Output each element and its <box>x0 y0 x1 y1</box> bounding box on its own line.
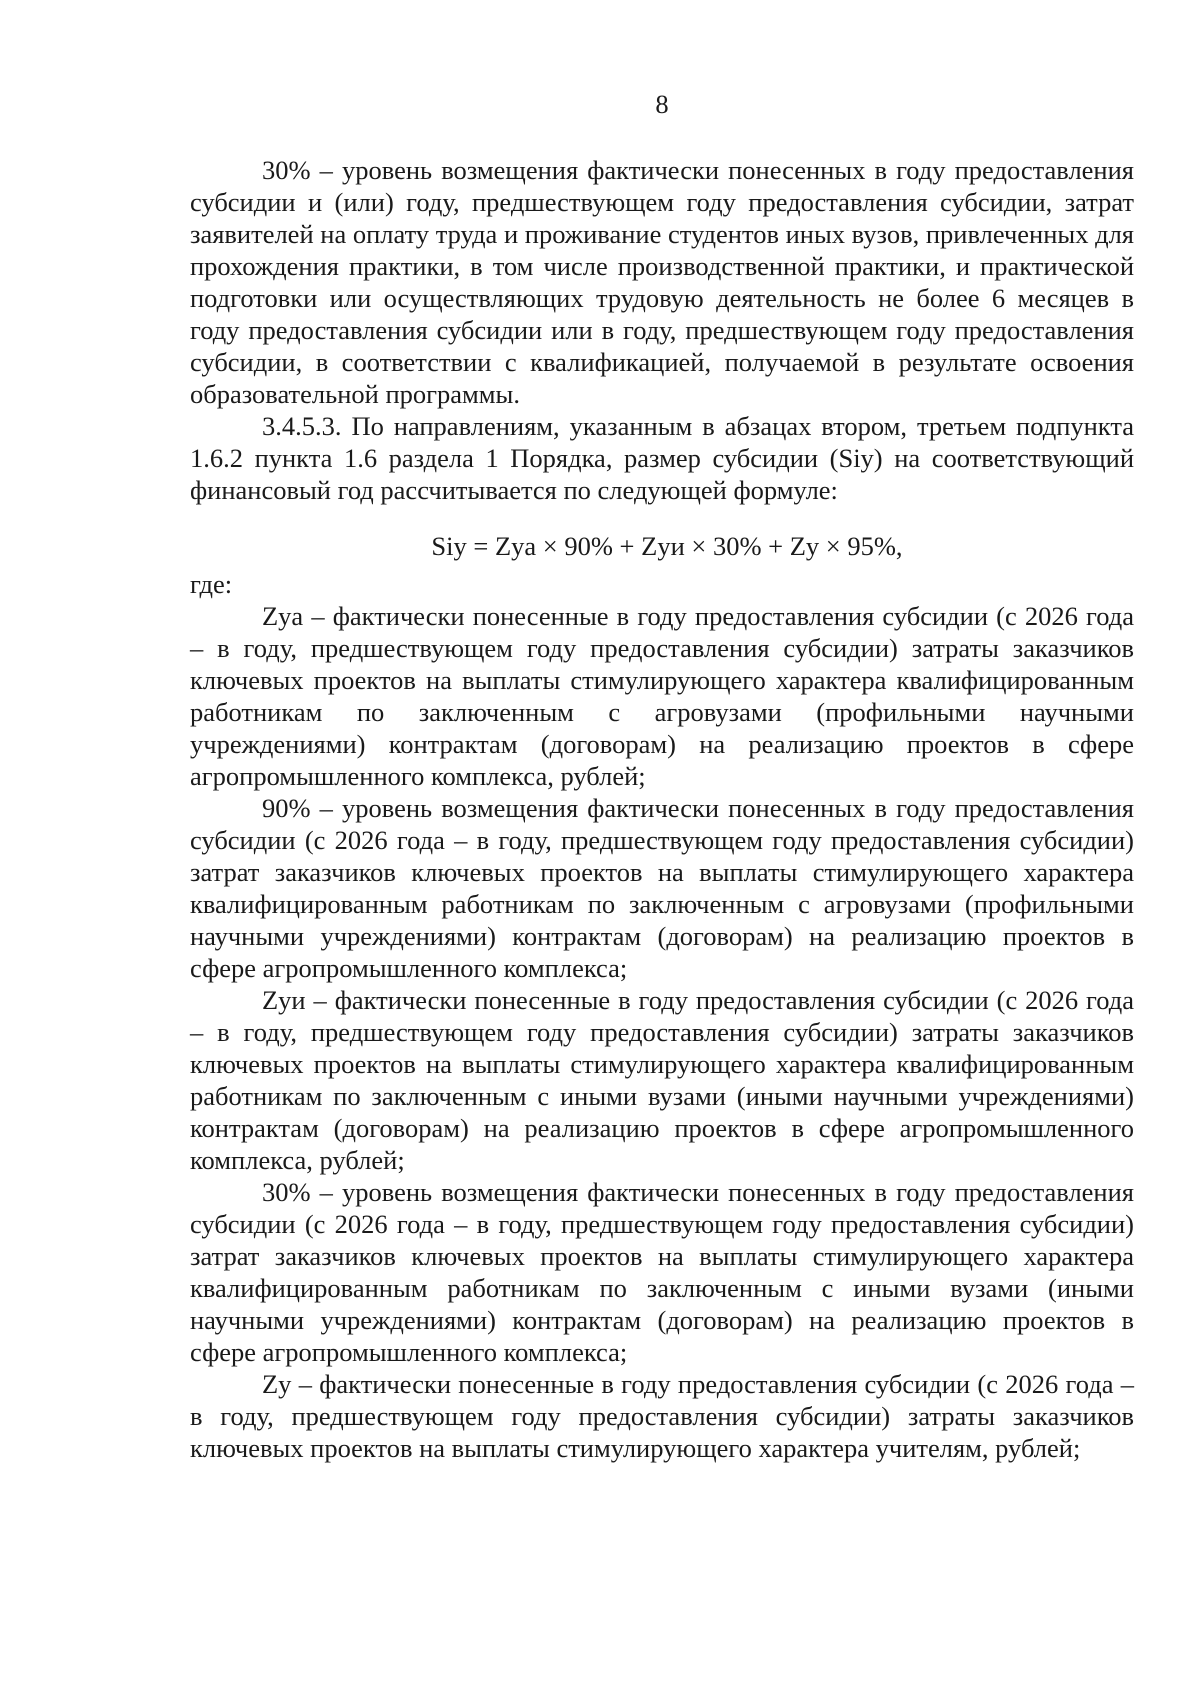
paragraph-section-3-4-5-3: 3.4.5.3. По направлениям, указанным в абзацах втором, третьем подпункта 1.6.2 пункта 1.6 раздела 1 Порядка, размер субсидии (Siy) на соответствующий финансовый год рассчитывается по следующей формуле: <box>190 411 1134 505</box>
definition-zyi: Zyи – фактически понесенные в году предоставления субсидии (с 2026 года – в году, предшествующем году предоставления субсидии) затраты заказчиков ключевых проектов на выплаты стимулирующего характера квалифицированным работникам по заключенным с иными вузами (иными научными учреждениями) контрактам (договорам) на реализацию проектов в сфере агропромышленного комплекса, рублей; <box>190 985 1134 1175</box>
definition-zya: Zya – фактически понесенные в году предоставления субсидии (с 2026 года – в году, предшествующем году предоставления субсидии) затраты заказчиков ключевых проектов на выплаты стимулирующего характера квалифицированным работникам по заключенным с агровузами (профильными научными учреждениями) контрактам (договорам) на реализацию проектов в сфере агропромышленного комплекса, рублей; <box>190 601 1134 791</box>
definition-30-percent: 30% – уровень возмещения фактически понесенных в году предоставления субсидии (с 2026 года – в году, предшествующем году предоставления субсидии) затрат заказчиков ключевых проектов на выплаты стимулирующего характера квалифицированным работникам по заключенным с иными вузами (иными научными учреждениями) контрактам (договорам) на реализацию проектов в сфере агропромышленного комплекса; <box>190 1177 1134 1367</box>
definition-90-percent: 90% – уровень возмещения фактически понесенных в году предоставления субсидии (с 2026 года – в году, предшествующем году предоставления субсидии) затрат заказчиков ключевых проектов на выплаты стимулирующего характера квалифицированным работникам по заключенным с агровузами (профильными научными учреждениями) контрактам (договорам) на реализацию проектов в сфере агропромышленного комплекса; <box>190 793 1134 983</box>
subsidy-formula: Siy = Zya × 90% + Zyи × 30% + Zy × 95%, <box>431 531 903 561</box>
page-number: 8 <box>655 89 669 119</box>
paragraph-reimbursement-level-students: 30% – уровень возмещения фактически понесенных в году предоставления субсидии и (или) году, предшествующем году предоставления субсидии, затрат заявителей на оплату труда и проживание студентов иных вузов, привлеченных для прохождения практики, в том числе производственной практики, и практической подготовки или осуществляющих трудовую деятельность не более 6 месяцев в году предоставления субсидии или в году, предшествующем году предоставления субсидии, в соответствии с квалификацией, получаемой в результате освоения образовательной программы. <box>190 155 1134 409</box>
where-label: где: <box>190 569 233 599</box>
document-body <box>190 154 1134 1464</box>
definition-zy: Zy – фактически понесенные в году предоставления субсидии (с 2026 года – в году, предшествующем году предоставления субсидии) затраты заказчиков ключевых проектов на выплаты стимулирующего характера учителям, рублей; <box>190 1369 1134 1463</box>
